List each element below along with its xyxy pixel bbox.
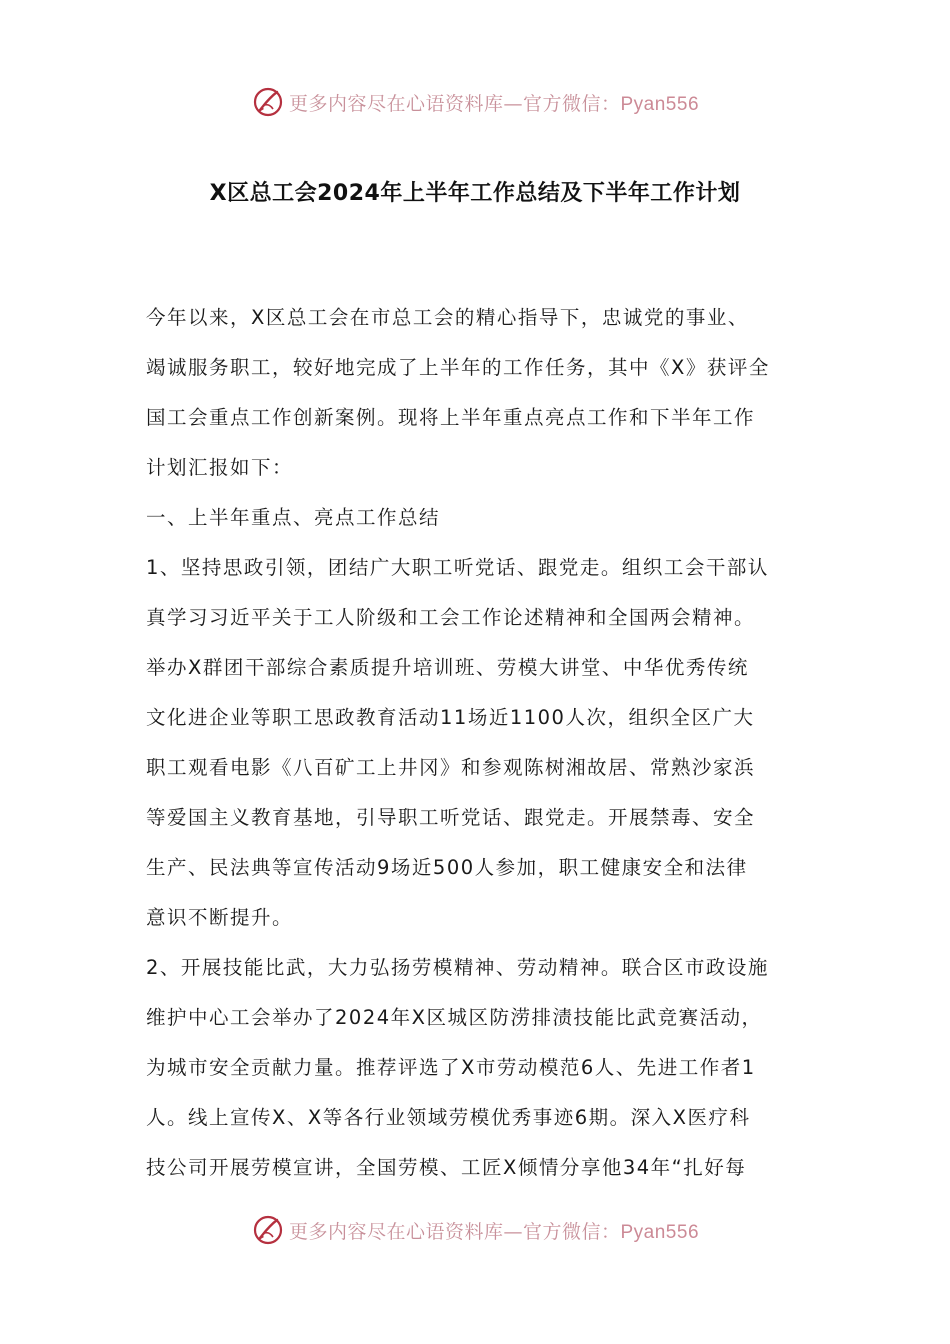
pen-logo-icon	[251, 85, 285, 119]
section-heading: 一、上半年重点、亮点工作总结	[146, 506, 441, 529]
text-line: 文化进企业等职工思政教育活动11场近1100人次，组织全区广大	[146, 706, 755, 729]
document-title: X区总工会2024年上半年工作总结及下半年工作计划	[209, 181, 741, 206]
watermark-text: 更多内容尽在心语资料库—官方微信：Pyan556	[288, 92, 700, 115]
text-line: 意识不断提升。	[146, 906, 294, 929]
pen-logo-icon	[251, 1213, 285, 1247]
text-line: 真学习习近平关于工人阶级和工会工作论述精神和全国两会精神。	[146, 606, 756, 629]
watermark-text: 更多内容尽在心语资料库—官方微信：Pyan556	[288, 1220, 700, 1243]
text-line: 国工会重点工作创新案例。现将上半年重点亮点工作和下半年工作	[146, 406, 756, 429]
text-line: 竭诚服务职工，较好地完成了上半年的工作任务，其中《X》获评全	[146, 356, 770, 379]
text-line: 1、坚持思政引领，团结广大职工听党话、跟党走。组织工会干部认	[146, 556, 769, 579]
text-line: 举办X群团干部综合素质提升培训班、劳模大讲堂、中华优秀传统	[146, 656, 749, 679]
watermark-banner-top	[0, 82, 950, 122]
watermark-banner-bottom	[0, 1210, 950, 1250]
text-line: 维护中心工会举办了2024年X区城区防涝排渍技能比武竞赛活动，	[146, 1006, 763, 1029]
text-line: 生产、民法典等宣传活动9场近500人参加，职工健康安全和法律	[146, 856, 748, 879]
text-line: 为城市安全贡献力量。推荐评选了X市劳动模范6人、先进工作者1	[146, 1056, 756, 1079]
document-body	[146, 296, 806, 1196]
text-line: 职工观看电影《八百矿工上井冈》和参观陈树湘故居、常熟沙家浜	[146, 756, 756, 779]
text-line: 今年以来，X区总工会在市总工会的精心指导下，忠诚党的事业、	[146, 306, 749, 329]
text-line: 2、开展技能比武，大力弘扬劳模精神、劳动精神。联合区市政设施	[146, 956, 769, 979]
text-line: 人。线上宣传X、X等各行业领域劳模优秀事迹6期。深入X医疗科	[146, 1106, 751, 1129]
text-line: 计划汇报如下：	[146, 456, 294, 479]
text-line: 技公司开展劳模宣讲，全国劳模、工匠X倾情分享他34年“扎好每	[146, 1156, 747, 1179]
text-line: 等爱国主义教育基地，引导职工听党话、跟党走。开展禁毒、安全	[146, 806, 756, 829]
